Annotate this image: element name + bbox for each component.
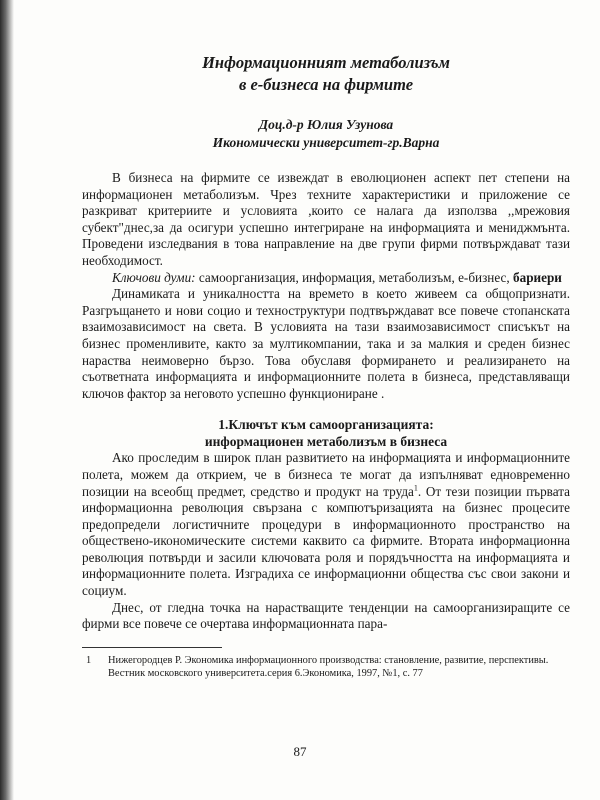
footnote-number: 1 <box>86 654 92 666</box>
section-heading-line-1: 1.Ключът към самоорганизацията: <box>218 417 434 433</box>
author-affiliation: Икономически университет-гр.Варна <box>212 135 440 150</box>
footnote <box>82 654 570 680</box>
footnote-reference-mark: 1 <box>413 483 418 493</box>
article-title-line-2: в е-бизнеса на фирмите <box>238 75 414 94</box>
article-content <box>82 52 570 680</box>
article-title-line-1: Информационният метаболизъм <box>202 53 450 72</box>
section-paragraph-1 <box>82 450 570 599</box>
intro-section <box>82 286 570 402</box>
author-name: Доц.д-р Юлия Узунова <box>258 117 394 132</box>
page-binding-shadow <box>0 0 14 800</box>
keywords-tail: бариери <box>513 269 562 285</box>
section-paragraph-1-text: Ако проследим в широк план развитието на информацията и информационните полета, можем да открием, че в бизнеса те могат да изпълняват едновременно позиции на всеобщ предмет, средство и продукт на труда <box>82 450 570 499</box>
keywords-label: Ключови думи: <box>112 269 196 285</box>
section-heading-line-2: информационен метаболизъм в бизнеса <box>204 434 448 450</box>
section-body <box>82 450 570 633</box>
page-number: 87 <box>293 744 307 759</box>
footnote-text: Нижегородцев Р. Экономика информационного производства: становление, развитие, перспективы. Вестник московского университета.серия 6.Экономика, 1997, №1, с. 77 <box>108 654 549 679</box>
intro-paragraph: Динамиката и уникалността на времето в което живеем са общопризнати. Разгръщането и нови социо и техноструктури подтвърждават все повече стопанската взаимозависимост на света. В условията на тази взаимозависимост списъкът на бизнес променливите, както за мултикомпании, така и за малкия и среден бизнес нараства неимоверно бързо. Това обуславя формирането и реализирането на съответната информацията и информационните полета в бизнеса, представляващи ключов фактор за неговото успешно функциониране . <box>82 286 570 401</box>
keywords-line <box>82 270 570 287</box>
section-paragraph-2: Днес, от гледна точка на нарастващите тенденции на самоорганизиращите се фирми все повече се очертава информационната пара- <box>82 599 570 632</box>
section-paragraph-1-continuation: . От тези позиции първата информационна революция свързана с компютъризацията на бизнес процесите предопредели логистичните процедури в информационното пространство на обществено-икономическите системи каквито са фирмите. Втората информационна революция потвърди и засили ключовата роля и порядъчността на информацията и информационните полета. Изградиха се информационни общества със свои закони и социум. <box>82 483 571 599</box>
footnote-divider <box>82 647 222 648</box>
abstract-text: В бизнеса на фирмите се извеждат в еволюционен аспект пет степени на информационен метаболизъм. Чрез техните характеристики и приложение се разкриват критериите и условията ,които се налага да използва ,,мрежовия субект"днес,за да осигури успешно интегриране на информацията и мениджмънта. Проведени изследвания в това направление на две групи фирми потвърждават тази необходимост. <box>82 170 570 268</box>
section-heading <box>82 416 570 450</box>
author-block <box>82 116 570 152</box>
abstract <box>82 170 570 286</box>
keywords-terms: самоорганизация, информация, метаболизъм, е-бизнес, <box>198 269 510 285</box>
